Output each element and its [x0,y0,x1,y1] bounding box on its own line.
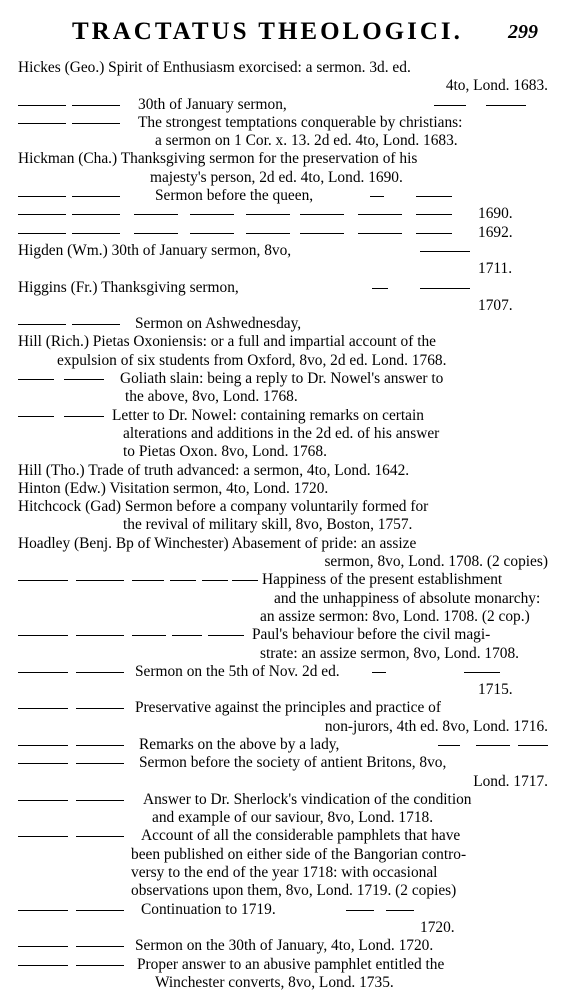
entry-text: Hitchcock (Gad) Sermon before a company voluntarily formed for [18,498,429,516]
entry-text: 1692. [478,223,513,241]
catalogue-line [0,645,570,663]
entry-text: Paul's behaviour before the civil magi- [252,626,491,644]
catalogue-line [0,242,570,260]
catalogue-line [0,626,570,644]
catalogue-line [0,901,570,919]
catalogue-line [0,279,570,297]
catalogue-line [0,260,570,278]
catalogue-line [0,370,570,388]
entry-text: Hickman (Cha.) Thanksgiving sermon for the preservation of his [18,150,418,168]
catalogue-line [0,443,570,461]
ditto-dash [370,196,384,197]
entry-text: been published on either side of the Bangorian contro- [131,845,467,863]
catalogue-line [0,553,570,571]
catalogue-line [0,608,570,626]
ditto-dash [18,379,54,380]
catalogue-line [0,388,570,406]
running-title: TRACTATUS THEOLOGICI. [72,18,463,45]
entry-text: Sermon before the society of antient Britons, 8vo, [139,754,447,772]
ditto-dash [300,233,344,234]
entry-text: Goliath slain: being a reply to Dr. Nowel's answer to [120,370,444,388]
page-number: 299 [508,21,538,43]
ditto-dash [18,763,68,764]
entry-text: 1711. [478,260,513,278]
ditto-dash [372,288,388,289]
ditto-dash [358,214,402,215]
catalogue-line [0,187,570,205]
entry-text: expulsion of six students from Oxford, 8vo, 2d ed. Lond. 1768. [57,351,447,369]
entry-text: Sermon on Ashwednesday, [135,315,302,333]
ditto-dash [76,965,124,966]
ditto-dash [190,214,234,215]
entry-text: alterations and additions in the 2d ed. of his answer [123,424,440,442]
catalogue-line [0,937,570,955]
ditto-dash [300,214,344,215]
catalogue-line [0,681,570,699]
ditto-dash [64,379,104,380]
entry-text: Sermon before the queen, [155,187,314,205]
ditto-dash [464,672,500,673]
ditto-dash [170,580,196,581]
ditto-dash [132,635,166,636]
entry-text: a sermon on 1 Cor. x. 13. 2d ed. 4to, Lond. 1683. [155,132,458,150]
entry-text: Letter to Dr. Nowel: containing remarks on certain [112,406,424,424]
ditto-dash [72,324,120,325]
ditto-dash [346,910,374,911]
catalogue-line [0,407,570,425]
catalogue-line [0,663,570,681]
entry-text: 1707. [478,296,513,314]
catalogue-line [0,974,570,992]
catalogue-line [0,754,570,772]
entry-text: Higgins (Fr.) Thanksgiving sermon, [18,278,239,296]
ditto-dash [76,910,124,911]
entry-text: Continuation to 1719. [141,900,276,918]
ditto-dash [134,214,178,215]
catalogue-line [0,791,570,809]
ditto-dash [76,946,124,947]
catalogue-line [0,846,570,864]
ditto-dash [18,233,66,234]
ditto-dash [476,745,510,746]
catalogue-line [0,315,570,333]
entry-text: and example of our saviour, 8vo, Lond. 1718. [152,809,434,827]
ditto-dash [232,580,258,581]
catalogue-line [0,297,570,315]
entry-text: Lond. 1717. [473,772,548,790]
entry-text: Preservative against the principles and practice of [135,699,441,717]
entry-text: Hill (Tho.) Trade of truth advanced: a sermon, 4to, Lond. 1642. [18,461,410,479]
entry-text: Hinton (Edw.) Visitation sermon, 4to, Lond. 1720. [18,479,329,497]
ditto-dash [76,580,124,581]
catalogue-line [0,718,570,736]
entry-text: Sermon on the 5th of Nov. 2d ed. [135,662,340,680]
ditto-dash [18,946,68,947]
entry-text: Remarks on the above by a lady, [139,735,340,753]
ditto-dash [372,672,386,673]
ditto-dash [76,800,124,801]
ditto-dash [72,105,120,106]
ditto-dash [420,251,470,252]
ditto-dash [518,745,548,746]
ditto-dash [72,214,120,215]
catalogue-line [0,77,570,95]
ditto-dash [416,196,452,197]
catalogue-line [0,333,570,351]
ditto-dash [172,635,202,636]
catalogue-line [0,425,570,443]
ditto-dash [18,196,66,197]
catalogue-line [0,114,570,132]
ditto-dash [386,910,414,911]
entry-text: Winchester converts, 8vo, Lond. 1735. [155,973,394,991]
ditto-dash [434,105,466,106]
ditto-dash [76,635,124,636]
ditto-dash [18,745,68,746]
entry-text: sermon, 8vo, Lond. 1708. (2 copies) [324,553,548,571]
catalogue-line [0,516,570,534]
catalogue-line [0,590,570,608]
entry-text: to Pietas Oxon. 8vo, Lond. 1768. [123,443,327,461]
entry-text: Proper answer to an abusive pamphlet entitled the [137,955,445,973]
catalogue-line [0,535,570,553]
entry-text: majesty's person, 2d ed. 4to, Lond. 1690. [150,168,403,186]
ditto-dash [18,800,68,801]
ditto-dash [18,214,66,215]
catalogue-line [0,480,570,498]
ditto-dash [208,635,244,636]
entry-text: Happiness of the present establishment [262,571,503,589]
entry-text: Higden (Wm.) 30th of January sermon, 8vo, [18,241,292,259]
ditto-dash [18,708,68,709]
catalogue-entries [0,59,570,992]
ditto-dash [18,672,68,673]
entry-text: Hickes (Geo.) Spirit of Enthusiasm exorcised: a sermon. 3d. ed. [18,59,411,76]
catalogue-line [0,571,570,589]
ditto-dash [202,580,228,581]
ditto-dash [416,214,452,215]
ditto-dash [72,233,120,234]
ditto-dash [18,416,54,417]
catalogue-line [0,462,570,480]
catalogue-line [0,150,570,168]
ditto-dash [76,836,124,837]
entry-text: the revival of military skill, 8vo, Boston, 1757. [123,516,413,534]
ditto-dash [18,123,66,124]
ditto-dash [416,233,452,234]
entry-text: strate: an assize sermon, 8vo, Lond. 1708. [260,644,520,662]
entry-text: 1720. [420,918,455,936]
catalogue-line [0,498,570,516]
catalogue-line [0,809,570,827]
entry-text: 1715. [478,681,513,699]
entry-text: versy to the end of the year 1718: with occasional [131,864,438,882]
entry-text: 30th of January sermon, [138,95,287,113]
ditto-dash [190,233,234,234]
ditto-dash [438,745,460,746]
ditto-dash [246,233,290,234]
ditto-dash [76,708,124,709]
entry-text: 4to, Lond. 1683. [445,77,548,95]
ditto-dash [420,288,470,289]
entry-text: Sermon on the 30th of January, 4to, Lond. 1720. [135,937,434,955]
entry-text: The strongest temptations conquerable by christians: [138,113,463,131]
catalogue-line [0,919,570,937]
catalogue-line [0,352,570,370]
entry-text: Hoadley (Benj. Bp of Winchester) Abasement of pride: an assize [18,534,417,552]
catalogue-line [0,169,570,187]
ditto-dash [18,324,66,325]
entry-text: Answer to Dr. Sherlock's vindication of the condition [143,790,472,808]
entry-text: non-jurors, 4th ed. 8vo, Lond. 1716. [324,717,548,735]
ditto-dash [76,672,124,673]
running-header [0,18,570,54]
catalogue-line [0,956,570,974]
catalogue-line [0,827,570,845]
ditto-dash [18,580,68,581]
catalogue-line [0,773,570,791]
entry-text: the above, 8vo, Lond. 1768. [125,388,298,406]
ditto-dash [18,965,68,966]
entry-text: and the unhappiness of absolute monarchy: [274,589,541,607]
ditto-dash [18,635,68,636]
entry-text: observations upon them, 8vo, Lond. 1719. (2 copies) [131,882,457,900]
entry-text: Account of all the considerable pamphlets that have [141,827,461,845]
catalogue-line [0,132,570,150]
ditto-dash [486,105,526,106]
catalogue-line [0,864,570,882]
entry-text: an assize sermon: 8vo, Lond. 1708. (2 cop.) [260,607,530,625]
ditto-dash [132,580,164,581]
ditto-dash [358,233,402,234]
ditto-dash [76,745,124,746]
ditto-dash [18,105,66,106]
ditto-dash [72,123,120,124]
catalogue-line [0,736,570,754]
catalogue-line [0,882,570,900]
ditto-dash [64,416,104,417]
catalogue-line [0,59,570,77]
ditto-dash [246,214,290,215]
entry-text: Hill (Rich.) Pietas Oxoniensis: or a full and impartial account of the [18,333,437,351]
catalogue-line [0,699,570,717]
ditto-dash [18,910,68,911]
ditto-dash [134,233,178,234]
catalogue-line [0,224,570,242]
catalogue-line [0,96,570,114]
entry-text: 1690. [478,205,513,223]
ditto-dash [76,763,124,764]
ditto-dash [72,196,120,197]
catalogue-line [0,205,570,223]
ditto-dash [18,836,68,837]
